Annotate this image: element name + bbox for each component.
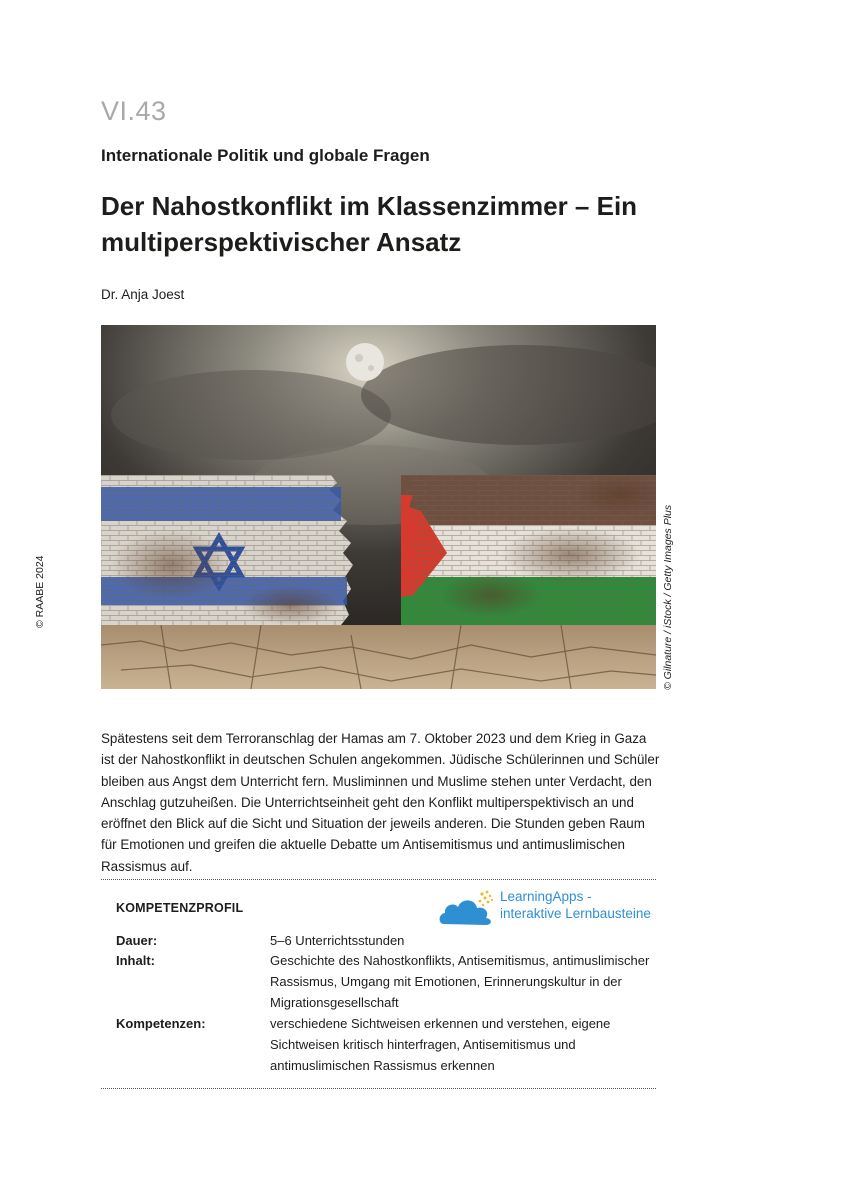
profile-value: verschiedene Sichtweisen erkennen und verstehen, eigene Sichtweisen kritisch hinterfragen, Antisemitismus und antimuslimischen Rassismus erkennen (270, 1016, 611, 1073)
cover-image (101, 325, 656, 689)
profile-label: Dauer: (116, 933, 158, 948)
profile-label: Inhalt: (116, 953, 155, 968)
document-code: VI.43 (101, 96, 167, 126)
category-heading: Internationale Politik und globale Fragen (101, 146, 430, 165)
competence-profile-heading: KOMPETENZPROFIL (116, 901, 244, 915)
cloud-icon (438, 888, 500, 928)
divider-bottom (101, 1088, 656, 1089)
copyright-notice: © RAABE 2024 (34, 555, 46, 628)
profile-value: 5–6 Unterrichtsstunden (270, 933, 405, 948)
author: Dr. Anja Joest (101, 287, 185, 302)
page-title: Der Nahostkonflikt im Klassenzimmer – Ein multiperspektivischer Ansatz (101, 191, 638, 257)
profile-label: Kompetenzen: (116, 1016, 206, 1031)
learningapps-logo-text: LearningApps - interaktive Lernbausteine (500, 889, 651, 921)
image-credit: © Gilnature / iStock / Getty Images Plus (662, 504, 674, 690)
intro-paragraph: Spätestens seit dem Terroranschlag der Hamas am 7. Oktober 2023 und dem Krieg in Gaza ist der Nahostkonflikt in deutschen Schulen angekommen. Jüdische Schülerinnen und Schüler bleiben aus Angst dem Unterricht fern. Musliminnen und Muslime stehen unter Verdacht, den Anschlag gutzuheißen. Die Unterrichtseinheit geht den Konflikt multiperspektivisch an und eröffnet den Blick auf die Sicht und Situation der jeweils anderen. Die Stunden geben Raum für Emotionen und greifen die aktuelle Debatte um Antisemitismus und antimuslimischen Rassismus auf. (101, 731, 660, 874)
profile-value: Geschichte des Nahostkonflikts, Antisemitismus, antimuslimischer Rassismus, Umgang mit Emotionen, Erinnerungskultur in der Migrationsgesellschaft (270, 953, 650, 1010)
learningapps-logo[interactable] (438, 884, 658, 928)
divider-top (101, 879, 656, 880)
